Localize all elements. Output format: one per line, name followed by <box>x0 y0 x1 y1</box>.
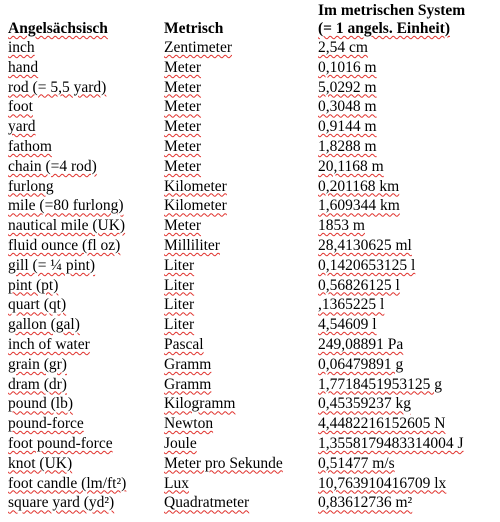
cell-metric-unit <box>164 38 318 58</box>
table-row <box>8 236 494 256</box>
cell-anglo-saxon-unit <box>8 454 164 474</box>
cell-metric-unit-text: Meter <box>164 157 202 175</box>
cell-anglo-saxon-unit <box>8 295 164 315</box>
cell-metric-unit-text: Kilometer <box>164 197 227 215</box>
table-header-row <box>8 2 494 38</box>
cell-metric-unit-text: Meter <box>164 78 202 96</box>
cell-anglo-saxon-unit <box>8 315 164 335</box>
cell-anglo-saxon-unit-text: inch of water <box>8 335 90 353</box>
cell-metric-value <box>318 137 494 157</box>
cell-anglo-saxon-unit-text: grain (gr) <box>8 355 67 373</box>
cell-metric-value <box>318 38 494 58</box>
cell-metric-value <box>318 78 494 98</box>
cell-metric-value <box>318 276 494 296</box>
cell-anglo-saxon-unit-text: foot pound-force <box>8 434 113 452</box>
cell-metric-value-text: 0,1016 m <box>318 58 377 76</box>
cell-metric-value <box>318 216 494 236</box>
cell-metric-unit <box>164 394 318 414</box>
table-row <box>8 38 494 58</box>
cell-metric-unit <box>164 315 318 335</box>
cell-metric-value <box>318 335 494 355</box>
cell-metric-value-text: 249,08891 Pa <box>318 335 404 353</box>
cell-metric-value <box>318 454 494 474</box>
cell-metric-unit-text: Newton <box>164 415 214 433</box>
cell-anglo-saxon-unit-text: quart (qt) <box>8 296 67 314</box>
cell-metric-value-text: 0,1420653125 l <box>318 256 416 274</box>
cell-metric-unit-text: Meter <box>164 98 202 116</box>
cell-metric-unit-text: Meter pro Sekunde <box>164 454 283 472</box>
cell-anglo-saxon-unit-text: pound-force <box>8 415 84 433</box>
cell-metric-value <box>318 196 494 216</box>
cell-metric-value-text: 0,83612736 m² <box>318 494 413 512</box>
cell-metric-unit-text: Quadratmeter <box>164 494 250 512</box>
cell-metric-value-text: 1,609344 km <box>318 197 400 215</box>
cell-metric-value-text: 0,51477 m/s <box>318 454 395 472</box>
cell-anglo-saxon-unit <box>8 58 164 78</box>
cell-metric-value <box>318 58 494 78</box>
cell-metric-unit-text: Liter <box>164 276 195 294</box>
table-body <box>8 38 494 513</box>
cell-metric-unit-text: Meter <box>164 217 202 235</box>
cell-metric-unit-text: Joule <box>164 434 197 452</box>
cell-anglo-saxon-unit-text: fluid ounce (fl oz) <box>8 236 121 254</box>
cell-metric-value-text: 1853 m <box>318 217 365 235</box>
cell-metric-value-text: 0,45359237 kg <box>318 395 411 413</box>
cell-metric-unit-text: Kilogramm <box>164 395 236 413</box>
header-metric-value <box>318 2 494 38</box>
cell-anglo-saxon-unit <box>8 177 164 197</box>
cell-metric-value-text: 4,4482216152605 N <box>318 415 446 433</box>
cell-metric-value <box>318 315 494 335</box>
cell-metric-value-text: 1,3558179483314004 J <box>318 434 464 452</box>
cell-anglo-saxon-unit-text: pound (lb) <box>8 395 74 413</box>
cell-metric-unit <box>164 117 318 137</box>
cell-anglo-saxon-unit-text: chain (=4 rod) <box>8 157 97 175</box>
cell-metric-value-text: 1,7718451953125 g <box>318 375 442 393</box>
cell-anglo-saxon-unit <box>8 434 164 454</box>
cell-metric-unit <box>164 137 318 157</box>
header-metric-value-line1: Im metrischen System <box>318 2 466 19</box>
cell-anglo-saxon-unit <box>8 335 164 355</box>
cell-metric-value <box>318 177 494 197</box>
cell-anglo-saxon-unit <box>8 355 164 375</box>
table-row <box>8 256 494 276</box>
cell-metric-value <box>318 355 494 375</box>
cell-anglo-saxon-unit-text: foot <box>8 98 33 116</box>
cell-anglo-saxon-unit-text: rod (= 5,5 yard) <box>8 78 107 96</box>
table-row <box>8 335 494 355</box>
cell-metric-unit <box>164 78 318 98</box>
cell-anglo-saxon-unit-text: furlong <box>8 177 54 195</box>
cell-metric-unit <box>164 493 318 513</box>
cell-metric-unit-text: Lux <box>164 474 189 492</box>
cell-anglo-saxon-unit-text: foot candle (lm/ft²) <box>8 474 127 492</box>
cell-metric-value-text: 1,8288 m <box>318 137 377 155</box>
table-row <box>8 375 494 395</box>
table-row <box>8 394 494 414</box>
cell-metric-unit <box>164 157 318 177</box>
cell-metric-unit-text: Meter <box>164 118 202 136</box>
table-row <box>8 97 494 117</box>
table-row <box>8 117 494 137</box>
cell-anglo-saxon-unit <box>8 375 164 395</box>
header-metric: Metrisch <box>164 20 224 37</box>
cell-anglo-saxon-unit <box>8 78 164 98</box>
cell-metric-value-text: 10,763910416709 lx <box>318 474 447 492</box>
cell-metric-unit-text: Liter <box>164 256 195 274</box>
cell-metric-unit <box>164 97 318 117</box>
cell-metric-unit-text: Gramm <box>164 375 212 393</box>
cell-metric-value-text: 20,1168 m <box>318 157 384 175</box>
cell-metric-unit-text: Kilometer <box>164 177 227 195</box>
cell-metric-value <box>318 375 494 395</box>
header-anglo-saxon: Angelsächsisch <box>8 20 108 37</box>
table-row <box>8 414 494 434</box>
table-row <box>8 454 494 474</box>
cell-anglo-saxon-unit-text: square yard (yd²) <box>8 494 115 512</box>
cell-anglo-saxon-unit <box>8 117 164 137</box>
cell-metric-value <box>318 256 494 276</box>
cell-anglo-saxon-unit-text: gallon (gal) <box>8 316 80 334</box>
table-row <box>8 434 494 454</box>
cell-anglo-saxon-unit <box>8 474 164 494</box>
cell-metric-unit-text: Gramm <box>164 355 212 373</box>
table-row <box>8 315 494 335</box>
cell-metric-value-text: 0,06479891 g <box>318 355 404 373</box>
cell-metric-unit <box>164 177 318 197</box>
cell-anglo-saxon-unit <box>8 276 164 296</box>
table-row <box>8 474 494 494</box>
cell-metric-unit-text: Liter <box>164 296 195 314</box>
cell-metric-value <box>318 157 494 177</box>
cell-anglo-saxon-unit <box>8 97 164 117</box>
cell-anglo-saxon-unit-text: mile (=80 furlong) <box>8 197 124 215</box>
cell-anglo-saxon-unit <box>8 493 164 513</box>
cell-metric-unit <box>164 434 318 454</box>
cell-anglo-saxon-unit-text: hand <box>8 58 39 76</box>
cell-metric-value-text: 0,3048 m <box>318 98 377 116</box>
table-row <box>8 295 494 315</box>
cell-anglo-saxon-unit <box>8 414 164 434</box>
cell-metric-unit <box>164 355 318 375</box>
cell-metric-value-text: ,1365225 l <box>318 296 385 314</box>
cell-anglo-saxon-unit-text: pint (pt) <box>8 276 59 294</box>
cell-anglo-saxon-unit <box>8 38 164 58</box>
cell-anglo-saxon-unit <box>8 256 164 276</box>
cell-metric-value <box>318 474 494 494</box>
cell-metric-value-text: 5,0292 m <box>318 78 377 96</box>
cell-metric-unit-text: Zentimeter <box>164 39 232 56</box>
cell-metric-unit <box>164 295 318 315</box>
cell-anglo-saxon-unit-text: yard <box>8 118 36 136</box>
cell-anglo-saxon-unit <box>8 394 164 414</box>
cell-anglo-saxon-unit-text: dram (dr) <box>8 375 67 393</box>
cell-metric-unit-text: Meter <box>164 58 202 76</box>
header-metric-value-line2: (= 1 angels. Einheit) <box>318 20 450 37</box>
table-row <box>8 78 494 98</box>
cell-metric-value <box>318 493 494 513</box>
cell-metric-unit <box>164 276 318 296</box>
cell-metric-value <box>318 117 494 137</box>
cell-metric-unit <box>164 454 318 474</box>
cell-metric-unit <box>164 58 318 78</box>
cell-metric-unit <box>164 216 318 236</box>
cell-metric-unit-text: Milliliter <box>164 236 220 254</box>
cell-metric-value-text: 0,56826125 l <box>318 276 400 294</box>
cell-anglo-saxon-unit-text: inch <box>8 39 35 56</box>
table-row <box>8 216 494 236</box>
table-row <box>8 276 494 296</box>
table-row <box>8 157 494 177</box>
cell-anglo-saxon-unit <box>8 157 164 177</box>
cell-metric-value-text: 0,201168 km <box>318 177 400 195</box>
table-row <box>8 177 494 197</box>
cell-metric-value <box>318 236 494 256</box>
cell-metric-value-text: 28,4130625 ml <box>318 236 412 254</box>
cell-metric-unit-text: Meter <box>164 137 202 155</box>
cell-metric-value <box>318 97 494 117</box>
cell-metric-unit-text: Pascal <box>164 335 204 353</box>
cell-metric-value-text: 0,9144 m <box>318 118 377 136</box>
cell-anglo-saxon-unit <box>8 137 164 157</box>
cell-metric-value-text: 2,54 cm <box>318 39 368 56</box>
cell-anglo-saxon-unit <box>8 216 164 236</box>
cell-metric-unit <box>164 236 318 256</box>
cell-anglo-saxon-unit-text: gill (= ¼ pint) <box>8 256 96 274</box>
cell-metric-value <box>318 434 494 454</box>
cell-anglo-saxon-unit-text: fathom <box>8 137 52 155</box>
cell-metric-unit-text: Liter <box>164 316 195 334</box>
cell-metric-unit <box>164 256 318 276</box>
cell-metric-value <box>318 414 494 434</box>
cell-metric-unit <box>164 335 318 355</box>
table-row <box>8 355 494 375</box>
cell-metric-unit <box>164 196 318 216</box>
table-row <box>8 137 494 157</box>
unit-conversion-table <box>8 2 494 513</box>
cell-anglo-saxon-unit-text: nautical mile (UK) <box>8 217 126 235</box>
cell-metric-unit <box>164 474 318 494</box>
cell-metric-value <box>318 295 494 315</box>
cell-metric-unit <box>164 375 318 395</box>
table-row <box>8 493 494 513</box>
table-row <box>8 196 494 216</box>
cell-metric-value-text: 4,54609 l <box>318 316 377 334</box>
cell-metric-unit <box>164 414 318 434</box>
cell-anglo-saxon-unit <box>8 236 164 256</box>
table-row <box>8 58 494 78</box>
cell-anglo-saxon-unit <box>8 196 164 216</box>
cell-metric-value <box>318 394 494 414</box>
cell-anglo-saxon-unit-text: knot (UK) <box>8 454 73 472</box>
